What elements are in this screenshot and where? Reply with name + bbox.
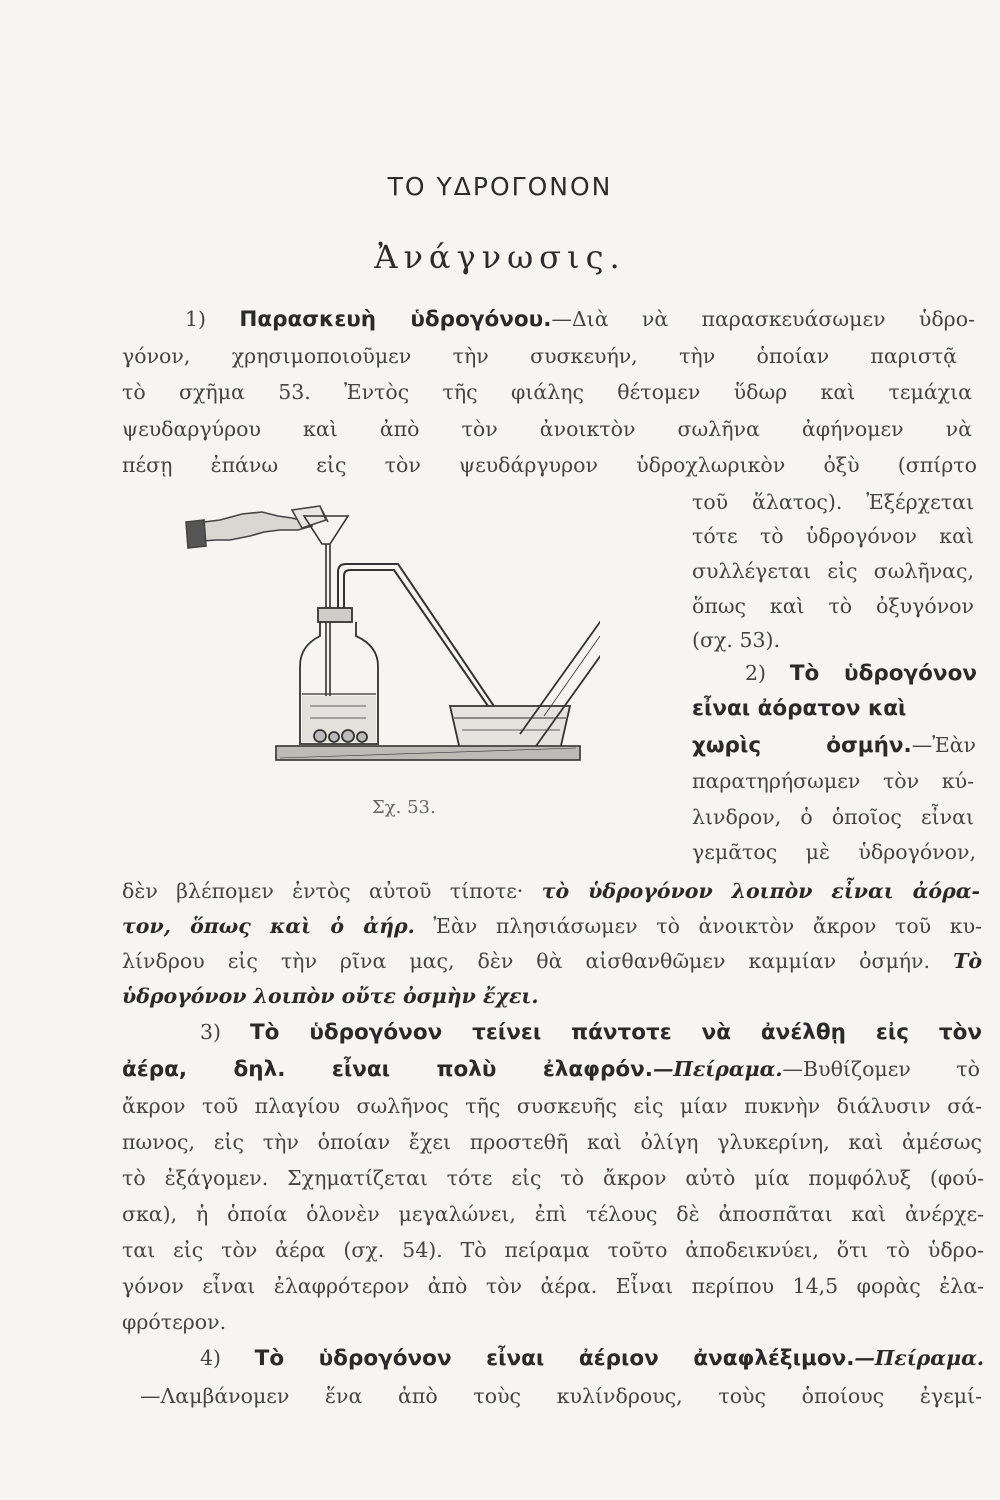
- paragraph-3-number: 3): [200, 1020, 222, 1044]
- paragraph-2-line-3: [692, 729, 976, 762]
- paragraph-2-emphasis-3: Τὸ: [953, 949, 982, 973]
- paragraph-3-heading-1: Τὸ ὑδρογόνον τείνει πάντοτε νὰ ἀνέλθῃ εἰς τὸν: [249, 1020, 982, 1045]
- paragraph-3-line-2: [122, 1053, 980, 1086]
- paragraph-2-line-1: [745, 657, 977, 690]
- paragraph-2-full-line-3: [122, 945, 982, 977]
- paragraph-4-line-2: —Λαμβάνομεν ἕνα ἀπὸ τοὺς κυλίνδρους, τοὺς ὁποίους ἐγεμί-: [140, 1384, 982, 1408]
- hand-pouring-illustration: [186, 506, 328, 548]
- paragraph-2-full-line-2: [122, 910, 982, 942]
- paragraph-3-line-9: φρότερον.: [122, 1310, 227, 1334]
- paragraph-2-side-3: λινδρον, ὁ ὁποῖος εἶναι: [692, 805, 974, 829]
- paragraph-3-line-4: πωνος, εἰς τὴν ὁποίαν ἔχει προστεθῆ καὶ ὀλίγη γλυκερίνη, καὶ ἀμέσως: [122, 1130, 982, 1154]
- figure-hydrogen-apparatus: [180, 496, 600, 776]
- paragraph-2-heading-2: εἶναι ἀόρατον καὶ: [692, 696, 907, 721]
- paragraph-2-emphasis-1: τὸ ὑδρογόνον λοιπὸν εἶναι ἀόρα-: [541, 879, 980, 903]
- paragraph-4-number: 4): [200, 1346, 222, 1370]
- paragraph-1-line-5: πέσῃ ἐπάνω εἰς τὸν ψευδάργυρον ὑδροχλωρικὸν ὀξὺ (σπίρτο: [122, 453, 977, 477]
- paragraph-1-side-line-4: ὅπως καὶ τὸ ὀξυγόνον: [692, 594, 974, 618]
- paragraph-3-line-5: τὸ ἐξάγομεν. Σχηματίζεται τότε εἰς τὸ ἄκρον αὐτὸ μία πομφόλυξ (φού-: [122, 1166, 984, 1190]
- paragraph-1-text: —Διὰ νὰ παρασκευάσωμεν ὑδρο-: [551, 307, 975, 331]
- paragraph-2-full-line-1: [122, 875, 980, 907]
- paragraph-2-side-2: παρατηρήσωμεν τὸν κύ-: [692, 769, 974, 793]
- paragraph-1-line-2: γόνον, χρησιμοποιοῦμεν τὴν συσκευήν, τὴν ὁποίαν παριστᾷ: [122, 344, 957, 368]
- paragraph-2-text-2: Ἐὰν πλησιάσωμεν τὸ ἀνοικτὸν ἄκρον τοῦ κυ-: [433, 914, 982, 938]
- paragraph-1-number: 1): [185, 307, 207, 331]
- paragraph-3-line-7: ται εἰς τὸν ἀέρα (σχ. 54). Τὸ πείραμα τοῦτο ἀποδεικνύει, ὅτι τὸ ὑδρο-: [122, 1238, 984, 1262]
- section-title: Ἀνάγνωσις.: [374, 238, 626, 276]
- paragraph-2-emphasis-2: τον, ὅπως καὶ ὁ ἀήρ.: [122, 914, 415, 938]
- paragraph-1-line-1: [185, 303, 975, 336]
- paragraph-1-line-3: τὸ σχῆμα 53. Ἐντὸς τῆς φιάλης θέτομεν ὕδωρ καὶ τεμάχια: [122, 380, 972, 404]
- paragraph-3-heading-2: ἀέρα, δηλ. εἶναι πολὺ ἐλαφρόν.: [122, 1057, 653, 1082]
- paragraph-1-side-line-1: τοῦ ἅλατος). Ἐξέρχεται: [692, 490, 974, 514]
- paragraph-1-side-line-5: (σχ. 53).: [692, 628, 781, 652]
- water-trough: [450, 706, 570, 750]
- paragraph-3-line-8: γόνον εἶναι ἐλαφρότερον ἀπὸ τὸν ἀέρα. Εἶναι περίπου 14,5 φορὰς ἐλα-: [122, 1274, 984, 1298]
- paragraph-3-line-6: σκα), ἡ ὁποία ὁλονὲν μεγαλώνει, ἐπὶ τέλους δὲ ἀποσπᾶται καὶ ἀνέρχε-: [122, 1202, 984, 1226]
- paragraph-3-experiment: —Πείραμα.: [652, 1057, 783, 1081]
- chapter-title: ΤΟ ΥΔΡΟΓΟΝΟΝ: [387, 172, 613, 201]
- paragraph-2-heading-3: χωρὶς ὀσμήν.: [692, 733, 912, 758]
- paragraph-1-heading: Παρασκευὴ ὑδρογόνου.: [239, 307, 552, 332]
- paragraph-3-text-0: —Βυθίζομεν τὸ: [782, 1057, 980, 1081]
- paragraph-4-heading: Τὸ ὑδρογόνον εἶναι ἀέριον ἀναφλέξιμον.: [254, 1346, 855, 1371]
- bottle-flask: [300, 608, 378, 744]
- paragraph-3-line-1: [200, 1016, 982, 1049]
- base-plank: [276, 746, 580, 760]
- paragraph-4-experiment: —Πείραμα.: [854, 1346, 984, 1370]
- paragraph-2-full-line-4: ὑδρογόνον λοιπὸν οὔτε ὀσμὴν ἔχει.: [122, 984, 539, 1008]
- paragraph-2-text-1: δὲν βλέπομεν ἐντὸς αὐτοῦ τίποτε·: [122, 879, 524, 903]
- paragraph-2-side-1: —Ἐὰν: [911, 733, 976, 757]
- figure-caption: Σχ. 53.: [372, 797, 436, 818]
- paragraph-2-heading-1: Τὸ ὑδρογόνον: [789, 661, 977, 686]
- paragraph-4-line-1: [200, 1342, 984, 1375]
- paragraph-2-number: 2): [745, 661, 767, 685]
- paragraph-1-side-line-3: συλλέγεται εἰς σωλῆνας,: [692, 559, 974, 583]
- paragraph-1-line-4: ψευδαργύρου καὶ ἀπὸ τὸν ἀνοικτὸν σωλῆνα ἀφήνομεν νὰ: [122, 417, 972, 441]
- paragraph-3-line-3: ἄκρον τοῦ πλαγίου σωλῆνος τῆς συσκευῆς εἰς μίαν πυκνὴν διάλυσιν σά-: [122, 1094, 982, 1118]
- paragraph-2-text-3: λίνδρου εἰς τὴν ρῖνα μας, δὲν θὰ αἰσθανθῶμεν καμμίαν ὀσμήν.: [122, 949, 931, 973]
- paragraph-2-side-4: γεμᾶτος μὲ ὑδρογόνον,: [692, 840, 976, 864]
- paragraph-1-side-line-2: τότε τὸ ὑδρογόνον καὶ: [692, 524, 974, 548]
